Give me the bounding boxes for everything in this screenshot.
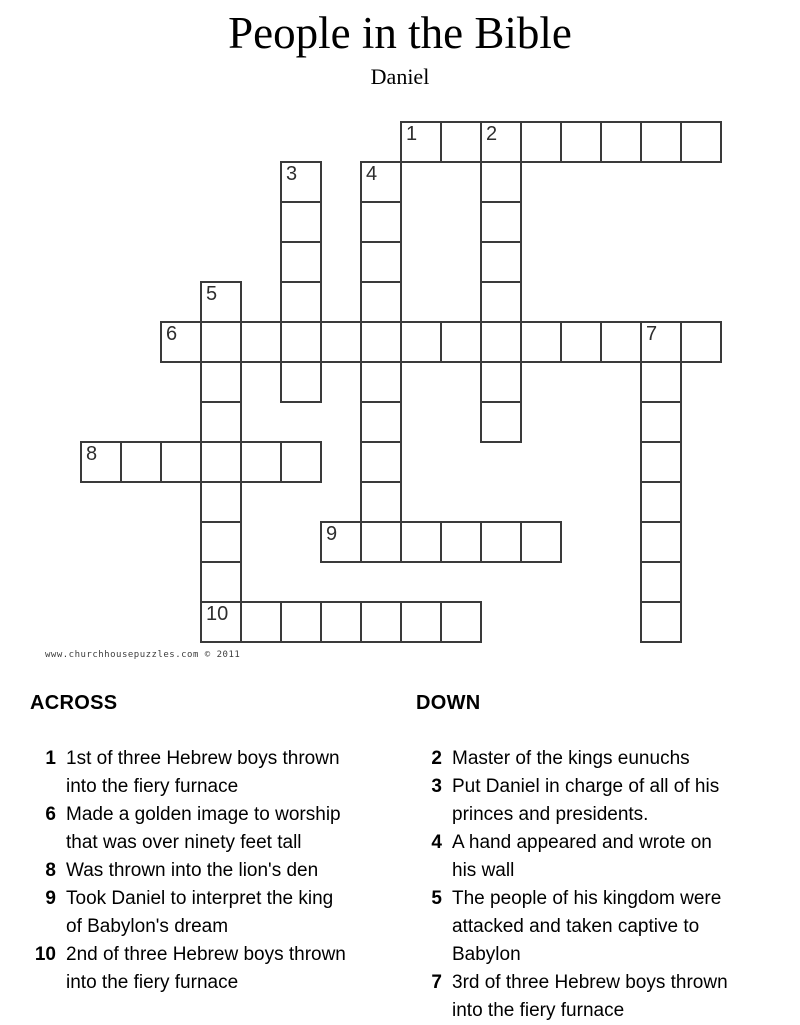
- grid-cell-r5c8[interactable]: [400, 321, 442, 363]
- clue-across-8: [30, 857, 353, 885]
- page-subtitle: Daniel: [370, 64, 430, 89]
- grid-cell-r3c5[interactable]: [280, 241, 322, 283]
- clue-text: Made a golden image to worship that was over ninety feet tall: [66, 804, 341, 853]
- grid-cell-r5c7[interactable]: [360, 321, 402, 363]
- grid-cell-r10c3[interactable]: [200, 521, 242, 563]
- clue-text: Took Daniel to interpret the king of Babylon's dream: [66, 888, 334, 937]
- grid-cell-r4c5[interactable]: [280, 281, 322, 323]
- clue-number: 7: [431, 972, 442, 993]
- grid-cell-r10c8[interactable]: [400, 521, 442, 563]
- grid-cell-r5c10[interactable]: [480, 321, 522, 363]
- clue-number: 3: [431, 776, 442, 797]
- cell-number: 2: [486, 123, 498, 145]
- clue-number: 6: [45, 804, 56, 825]
- grid-cell-r5c13[interactable]: [600, 321, 642, 363]
- grid-cell-r0c10[interactable]: [480, 121, 522, 163]
- clue-number: 9: [45, 888, 56, 909]
- grid-cell-r0c9[interactable]: [440, 121, 482, 163]
- across-clues-section: [30, 692, 353, 997]
- grid-cell-r8c14[interactable]: [640, 441, 682, 483]
- cell-number: 3: [286, 163, 298, 185]
- grid-cell-r8c5[interactable]: [280, 441, 322, 483]
- grid-cell-r10c9[interactable]: [440, 521, 482, 563]
- grid-cell-r9c3[interactable]: [200, 481, 242, 523]
- down-clues-section: [416, 692, 739, 1025]
- grid-cell-r10c10[interactable]: [480, 521, 522, 563]
- grid-cell-r7c10[interactable]: [480, 401, 522, 443]
- grid-cell-r8c1[interactable]: [120, 441, 162, 483]
- down-heading: DOWN: [416, 692, 481, 714]
- grid-cell-r0c14[interactable]: [640, 121, 682, 163]
- grid-cell-r10c11[interactable]: [520, 521, 562, 563]
- clue-text: Put Daniel in charge of all of his princes and presidents.: [452, 776, 720, 825]
- grid-cell-r6c3[interactable]: [200, 361, 242, 403]
- cell-number: 8: [86, 443, 98, 465]
- clue-down-5: [416, 885, 739, 969]
- clue-text: Master of the kings eunuchs: [452, 748, 690, 769]
- grid-cell-r5c2[interactable]: [160, 321, 202, 363]
- grid-cell-r5c12[interactable]: [560, 321, 602, 363]
- grid-cell-r7c14[interactable]: [640, 401, 682, 443]
- down-clue-list: [416, 745, 739, 1025]
- clue-across-9: [30, 885, 353, 941]
- clue-number: 5: [431, 888, 442, 909]
- grid-cell-r8c4[interactable]: [240, 441, 282, 483]
- grid-cell-r5c4[interactable]: [240, 321, 282, 363]
- cell-number: 5: [206, 283, 218, 305]
- grid-cell-r6c5[interactable]: [280, 361, 322, 403]
- clue-text: Was thrown into the lion's den: [66, 860, 319, 881]
- grid-cell-r10c7[interactable]: [360, 521, 402, 563]
- cell-number: 1: [406, 123, 418, 145]
- grid-cell-r0c15[interactable]: [680, 121, 722, 163]
- crossword-grid: [80, 121, 724, 645]
- grid-cell-r6c14[interactable]: [640, 361, 682, 403]
- grid-cell-r1c10[interactable]: [480, 161, 522, 203]
- grid-cell-r4c7[interactable]: [360, 281, 402, 323]
- cell-number: 7: [646, 323, 658, 345]
- clue-across-1: [30, 745, 353, 801]
- grid-cell-r8c2[interactable]: [160, 441, 202, 483]
- grid-cell-r8c3[interactable]: [200, 441, 242, 483]
- grid-cell-r5c3[interactable]: [200, 321, 242, 363]
- grid-cell-r10c6[interactable]: [320, 521, 362, 563]
- grid-cell-r7c7[interactable]: [360, 401, 402, 443]
- clue-text: The people of his kingdom were attacked and taken captive to Babylon: [452, 888, 722, 965]
- cell-number: 10: [206, 603, 229, 625]
- grid-cell-r12c6[interactable]: [320, 601, 362, 643]
- clue-down-4: [416, 829, 739, 885]
- page-title: People in the Bible: [228, 8, 572, 58]
- clue-down-2: [416, 745, 739, 773]
- clue-text: 1st of three Hebrew boys thrown into the fiery furnace: [66, 748, 340, 797]
- grid-cell-r9c7[interactable]: [360, 481, 402, 523]
- clue-down-3: [416, 773, 739, 829]
- grid-cell-r5c14[interactable]: [640, 321, 682, 363]
- grid-cell-r5c5[interactable]: [280, 321, 322, 363]
- across-clue-list: [30, 745, 353, 997]
- grid-cell-r12c9[interactable]: [440, 601, 482, 643]
- grid-cell-r12c7[interactable]: [360, 601, 402, 643]
- clue-number: 8: [45, 860, 56, 881]
- grid-cell-r4c3[interactable]: [200, 281, 242, 323]
- grid-cell-r5c6[interactable]: [320, 321, 362, 363]
- grid-cell-r0c12[interactable]: [560, 121, 602, 163]
- grid-cell-r7c3[interactable]: [200, 401, 242, 443]
- grid-cell-r0c13[interactable]: [600, 121, 642, 163]
- grid-cell-r8c0[interactable]: [80, 441, 122, 483]
- grid-cell-r2c10[interactable]: [480, 201, 522, 243]
- grid-cell-r5c11[interactable]: [520, 321, 562, 363]
- clue-text: 3rd of three Hebrew boys thrown into the fiery furnace: [452, 972, 728, 1021]
- copyright-text: www.churchhousepuzzles.com © 2011: [45, 650, 241, 660]
- grid-cell-r12c3[interactable]: [200, 601, 242, 643]
- grid-cell-r6c10[interactable]: [480, 361, 522, 403]
- grid-cell-r10c14[interactable]: [640, 521, 682, 563]
- grid-cell-r11c14[interactable]: [640, 561, 682, 603]
- grid-cell-r2c7[interactable]: [360, 201, 402, 243]
- grid-cell-r4c10[interactable]: [480, 281, 522, 323]
- grid-cell-r6c7[interactable]: [360, 361, 402, 403]
- grid-cell-r1c7[interactable]: [360, 161, 402, 203]
- clue-across-10: [30, 941, 353, 997]
- grid-cell-r1c5[interactable]: [280, 161, 322, 203]
- grid-cell-r5c9[interactable]: [440, 321, 482, 363]
- cell-number: 9: [326, 523, 338, 545]
- grid-cell-r12c14[interactable]: [640, 601, 682, 643]
- clue-number: 2: [431, 748, 442, 769]
- grid-cell-r12c8[interactable]: [400, 601, 442, 643]
- clue-across-6: [30, 801, 353, 857]
- clue-text: 2nd of three Hebrew boys thrown into the fiery furnace: [66, 944, 346, 993]
- grid-cell-r3c10[interactable]: [480, 241, 522, 283]
- grid-cell-r0c11[interactable]: [520, 121, 562, 163]
- grid-cell-r12c4[interactable]: [240, 601, 282, 643]
- grid-cell-r5c15[interactable]: [680, 321, 722, 363]
- grid-cell-r0c8[interactable]: [400, 121, 442, 163]
- cell-number: 4: [366, 163, 378, 185]
- grid-cell-r3c7[interactable]: [360, 241, 402, 283]
- cell-number: 6: [166, 323, 178, 345]
- clue-down-7: [416, 969, 739, 1025]
- across-heading: ACROSS: [30, 692, 118, 714]
- grid-cell-r11c3[interactable]: [200, 561, 242, 603]
- clue-text: A hand appeared and wrote on his wall: [452, 832, 712, 881]
- clue-number: 10: [34, 944, 56, 965]
- grid-cell-r2c5[interactable]: [280, 201, 322, 243]
- grid-cell-r12c5[interactable]: [280, 601, 322, 643]
- clue-number: 4: [431, 832, 442, 853]
- clue-number: 1: [45, 748, 56, 769]
- grid-cell-r9c14[interactable]: [640, 481, 682, 523]
- grid-cell-r8c7[interactable]: [360, 441, 402, 483]
